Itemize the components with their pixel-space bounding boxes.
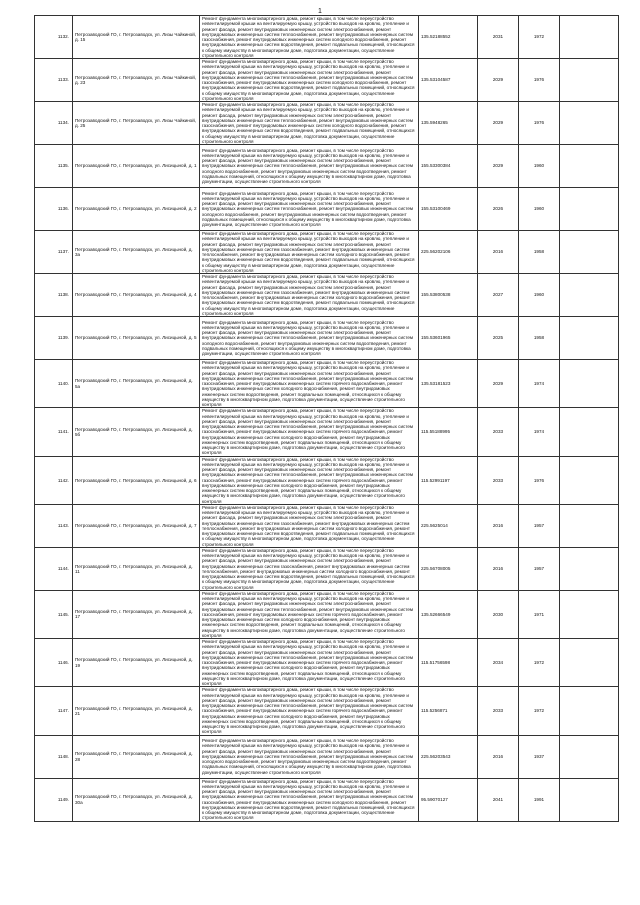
area-cell: 135.53181523	[419, 360, 478, 408]
built-year-cell: 1958	[519, 317, 560, 360]
planned-year-cell: 2030	[478, 590, 519, 638]
table-row	[35, 687, 619, 735]
planned-year-cell: 2016	[478, 231, 519, 274]
row-number: 1132.	[35, 16, 73, 59]
table-row	[35, 639, 619, 687]
address-cell: Петрозаводский ГО, г. Петрозаводск, ул. Лисицыной, д. 5	[73, 317, 200, 360]
built-year-cell: 1960	[519, 145, 560, 188]
blank-cell	[560, 145, 619, 188]
planned-year-cell: 2016	[478, 547, 519, 590]
planned-year-cell: 2026	[478, 188, 519, 231]
address-cell: Петрозаводский ГО, г. Петрозаводск, ул. Лисицыной, д. 1	[73, 145, 200, 188]
blank-cell	[560, 504, 619, 547]
address-cell: Петрозаводский ГО, г. Петрозаводск, ул. Лисицыной, д. 21	[73, 687, 200, 735]
works-cell: Ремонт фундамента многоквартирного дома, ремонт крыши, в том числе переустройство невентилируемой крыши на вентилируемую крышу, устройство выходов на кровлю, утепление и ремонт фасада, ремонт внутридомовых инженерных систем электроснабжения, ремонт внутридомовых инженерных систем теплоснабжения, ремонт внутридомовых инженерных систем холодного водоснабжения, ремонт внутридомовых инженерных систем водоотведения, ремонт подвальных помещений, относящихся к общему имуществу в многоквартирном доме, подготовка документации, осуществление строительного контроля	[200, 145, 419, 188]
table-row	[35, 456, 619, 504]
works-cell: Ремонт фундамента многоквартирного дома, ремонт крыши, в том числе переустройство невентилируемой крыши на вентилируемую крышу, устройство выходов на кровлю, утепление и ремонт фасада, ремонт внутридомовых инженерных систем электроснабжения, ремонт внутридомовых инженерных систем теплоснабжения, ремонт внутридомовых инженерных систем газоснабжения, ремонт внутридомовых инженерных систем холодного водоснабжения, ремонт внутридомовых инженерных систем водоотведения, ремонт подвальных помещений, относящихся к общему имуществу в многоквартирном доме, подготовка документации, осуществление строительного контроля	[200, 59, 419, 102]
table-row	[35, 778, 619, 821]
built-year-cell: 1976	[519, 456, 560, 504]
planned-year-cell: 2033	[478, 408, 519, 456]
table-row	[35, 188, 619, 231]
address-cell: Петрозаводский ГО, г. Петрозаводск, ул. Лизы Чайкиной, д. 25	[73, 102, 200, 145]
built-year-cell: 1960	[519, 188, 560, 231]
built-year-cell: 1958	[519, 231, 560, 274]
table-row	[35, 59, 619, 102]
table-row	[35, 145, 619, 188]
works-cell: Ремонт фундамента многоквартирного дома, ремонт крыши, в том числе переустройство невентилируемой крыши на вентилируемую крышу, устройство выходов на кровлю, утепление и ремонт фасада, ремонт внутридомовых инженерных систем электроснабжения, ремонт внутридомовых инженерных систем теплоснабжения, ремонт внутридомовых инженерных систем газоснабжения, ремонт внутридомовых инженерных систем холодного водоснабжения, ремонт внутридомовых инженерных систем водоотведения, ремонт подвальных помещений, относящихся к общему имуществу в многоквартирном доме, подготовка документации, осуществление строительного контроля	[200, 16, 419, 59]
blank-cell	[560, 274, 619, 317]
capital-repair-table	[34, 15, 619, 822]
blank-cell	[560, 231, 619, 274]
row-number: 1137.	[35, 231, 73, 274]
area-cell: 155.53300384	[419, 145, 478, 188]
table-row	[35, 547, 619, 590]
row-number: 1139.	[35, 317, 73, 360]
table-row	[35, 590, 619, 638]
table-row	[35, 274, 619, 317]
blank-cell	[560, 590, 619, 638]
blank-cell	[560, 317, 619, 360]
works-cell: Ремонт фундамента многоквартирного дома, ремонт крыши, в том числе переустройство невентилируемой крыши на вентилируемую крышу, устройство выходов на кровлю, утепление и ремонт фасада, ремонт внутридомовых инженерных систем электроснабжения, ремонт внутридомовых инженерных систем теплоснабжения, ремонт внутридомовых инженерных систем холодного водоснабжения, ремонт внутридомовых инженерных систем водоотведения, ремонт подвальных помещений, относящихся к общему имуществу в многоквартирном доме, подготовка документации, осуществление строительного контроля	[200, 317, 419, 360]
area-cell: 135.52666549	[419, 590, 478, 638]
area-cell: 135.52188552	[419, 16, 478, 59]
planned-year-cell: 2025	[478, 317, 519, 360]
address-cell: Петрозаводский ГО, г. Петрозаводск, ул. Лисицыной, д. 2	[73, 188, 200, 231]
built-year-cell: 1937	[519, 735, 560, 778]
blank-cell	[560, 735, 619, 778]
row-number: 1143.	[35, 504, 73, 547]
planned-year-cell: 2033	[478, 456, 519, 504]
planned-year-cell: 2034	[478, 639, 519, 687]
table-row	[35, 735, 619, 778]
address-cell: Петрозаводский ГО, г. Петрозаводск, ул. Лисицыной, д. 17	[73, 590, 200, 638]
area-cell: 135.5948265	[419, 102, 478, 145]
row-number: 1144.	[35, 547, 73, 590]
row-number: 1147.	[35, 687, 73, 735]
row-number: 1148.	[35, 735, 73, 778]
works-cell: Ремонт фундамента многоквартирного дома, ремонт крыши, в том числе переустройство невентилируемой крыши на вентилируемую крышу, устройство выходов на кровлю, утепление и ремонт фасада, ремонт внутридомовых инженерных систем электроснабжения, ремонт внутридомовых инженерных систем теплоснабжения, ремонт внутридомовых инженерных систем холодного водоснабжения, ремонт внутридомовых инженерных систем водоотведения, ремонт подвальных помещений, относящихся к общему имуществу в многоквартирном доме, подготовка документации, осуществление строительного контроля	[200, 188, 419, 231]
planned-year-cell: 2016	[478, 504, 519, 547]
works-cell: Ремонт фундамента многоквартирного дома, ремонт крыши, в том числе переустройство невентилируемой крыши на вентилируемую крышу, устройство выходов на кровлю, утепление и ремонт фасада, ремонт внутридомовых инженерных систем электроснабжения, ремонт внутридомовых инженерных систем газоснабжения, ремонт внутридомовых инженерных систем теплоснабжения, ремонт внутридомовых инженерных систем холодного водоснабжения, ремонт внутридомовых инженерных систем водоотведения, ремонт подвальных помещений, относящихся к общему имуществу в многоквартирном доме, подготовка документации, осуществление строительного контроля	[200, 231, 419, 274]
planned-year-cell: 2029	[478, 102, 519, 145]
planned-year-cell: 2033	[478, 687, 519, 735]
area-cell: 225.56708005	[419, 547, 478, 590]
table-row	[35, 102, 619, 145]
area-cell: 115.5256871	[419, 687, 478, 735]
blank-cell	[560, 59, 619, 102]
address-cell: Петрозаводский ГО, г. Петрозаводск, ул. Лисицыной, д. 6	[73, 456, 200, 504]
table-row	[35, 504, 619, 547]
row-number: 1141.	[35, 408, 73, 456]
area-cell: 225.56202106	[419, 231, 478, 274]
page-number: 1	[318, 8, 322, 15]
blank-cell	[560, 547, 619, 590]
works-cell: Ремонт фундамента многоквартирного дома, ремонт крыши, в том числе переустройство невентилируемой крыши на вентилируемую крышу, устройство выходов на кровлю, утепление и ремонт фасада, ремонт внутридомовых инженерных систем электроснабжения, ремонт внутридомовых инженерных систем теплоснабжения, ремонт внутридомовых инженерных систем газоснабжения, ремонт внутридомовых инженерных систем горячего водоснабжения, ремонт внутридомовых инженерных систем холодного водоснабжения, ремонт внутридомовых инженерных систем водоотведения, ремонт подвальных помещений, относящихся к общему имуществу в многоквартирном доме, подготовка документации, осуществление строительного контроля	[200, 360, 419, 408]
built-year-cell: 1957	[519, 547, 560, 590]
works-cell: Ремонт фундамента многоквартирного дома, ремонт крыши, в том числе переустройство невентилируемой крыши на вентилируемую крышу, устройство выходов на кровлю, утепление и ремонт фасада, ремонт внутридомовых инженерных систем электроснабжения, ремонт внутридомовых инженерных систем теплоснабжения, ремонт внутридомовых инженерных систем газоснабжения, ремонт внутридомовых инженерных систем горячего водоснабжения, ремонт внутридомовых инженерных систем холодного водоснабжения, ремонт внутридомовых инженерных систем водоотведения, ремонт подвальных помещений, относящихся к общему имуществу в многоквартирном доме, подготовка документации, осуществление строительного контроля	[200, 639, 419, 687]
area-cell: 115.52991197	[419, 456, 478, 504]
table-row	[35, 317, 619, 360]
built-year-cell: 1972	[519, 16, 560, 59]
blank-cell	[560, 408, 619, 456]
table-row	[35, 360, 619, 408]
built-year-cell: 1974	[519, 360, 560, 408]
works-cell: Ремонт фундамента многоквартирного дома, ремонт крыши, в том числе переустройство невентилируемой крыши на вентилируемую крышу, устройство выходов на кровлю, утепление и ремонт фасада, ремонт внутридомовых инженерных систем электроснабжения, ремонт внутридомовых инженерных систем теплоснабжения, ремонт внутридомовых инженерных систем холодного водоснабжения, ремонт внутридомовых инженерных систем водоотведения, ремонт подвальных помещений, относящихся к общему имуществу в многоквартирном доме, подготовка документации, осуществление строительного контроля	[200, 735, 419, 778]
address-cell: Петрозаводский ГО, г. Петрозаводск, ул. Лисицыной, д. 19	[73, 639, 200, 687]
area-cell: 155.53800538	[419, 274, 478, 317]
area-cell: 95.59070127	[419, 778, 478, 821]
row-number: 1149.	[35, 778, 73, 821]
row-number: 1142.	[35, 456, 73, 504]
works-cell: Ремонт фундамента многоквартирного дома, ремонт крыши, в том числе переустройство невентилируемой крыши на вентилируемую крышу, устройство выходов на кровлю, утепление и ремонт фасада, ремонт внутридомовых инженерных систем электроснабжения, ремонт внутридомовых инженерных систем теплоснабжения, ремонт внутридомовых инженерных систем газоснабжения, ремонт внутридомовых инженерных систем горячего водоснабжения, ремонт внутридомовых инженерных систем холодного водоснабжения, ремонт внутридомовых инженерных систем водоотведения, ремонт подвальных помещений, относящихся к общему имуществу в многоквартирном доме, подготовка документации, осуществление строительного контроля	[200, 687, 419, 735]
address-cell: Петрозаводский ГО, г. Петрозаводск, ул. Лисицыной, д. 4	[73, 274, 200, 317]
address-cell: Петрозаводский ГО, г. Петрозаводск, ул. Лисицыной, д. 30а	[73, 778, 200, 821]
planned-year-cell: 2016	[478, 735, 519, 778]
address-cell: Петрозаводский ГО, г. Петрозаводск, ул. Лисицыной, д. 7	[73, 504, 200, 547]
planned-year-cell: 2041	[478, 778, 519, 821]
area-cell: 155.53601965	[419, 317, 478, 360]
works-cell: Ремонт фундамента многоквартирного дома, ремонт крыши, в том числе переустройство невентилируемой крыши на вентилируемую крышу, устройство выходов на кровлю, утепление и ремонт фасада, ремонт внутридомовых инженерных систем электроснабжения, ремонт внутридомовых инженерных систем газоснабжения, ремонт внутридомовых инженерных систем теплоснабжения, ремонт внутридомовых инженерных систем холодного водоснабжения, ремонт внутридомовых инженерных систем водоотведения, ремонт подвальных помещений, относящихся к общему имуществу в многоквартирном доме, подготовка документации, осуществление строительного контроля	[200, 274, 419, 317]
table-row	[35, 16, 619, 59]
built-year-cell: 1991	[519, 778, 560, 821]
area-cell: 115.51756598	[419, 639, 478, 687]
area-cell: 225.5625014	[419, 504, 478, 547]
row-number: 1146.	[35, 639, 73, 687]
row-number: 1138.	[35, 274, 73, 317]
built-year-cell: 1972	[519, 687, 560, 735]
area-cell: 135.53104587	[419, 59, 478, 102]
built-year-cell: 1957	[519, 504, 560, 547]
area-cell: 115.55188995	[419, 408, 478, 456]
blank-cell	[560, 687, 619, 735]
works-cell: Ремонт фундамента многоквартирного дома, ремонт крыши, в том числе переустройство невентилируемой крыши на вентилируемую крышу, устройство выходов на кровлю, утепление и ремонт фасада, ремонт внутридомовых инженерных систем электроснабжения, ремонт внутридомовых инженерных систем теплоснабжения, ремонт внутридомовых инженерных систем газоснабжения, ремонт внутридомовых инженерных систем горячего водоснабжения, ремонт внутридомовых инженерных систем холодного водоснабжения, ремонт внутридомовых инженерных систем водоотведения, ремонт подвальных помещений, относящихся к общему имуществу в многоквартирном доме, подготовка документации, осуществление строительного контроля	[200, 590, 419, 638]
planned-year-cell: 2029	[478, 145, 519, 188]
blank-cell	[560, 639, 619, 687]
built-year-cell: 1976	[519, 59, 560, 102]
blank-cell	[560, 360, 619, 408]
row-number: 1136.	[35, 188, 73, 231]
works-cell: Ремонт фундамента многоквартирного дома, ремонт крыши, в том числе переустройство невентилируемой крыши на вентилируемую крышу, устройство выходов на кровлю, утепление и ремонт фасада, ремонт внутридомовых инженерных систем электроснабжения, ремонт внутридомовых инженерных систем теплоснабжения, ремонт внутридомовых инженерных систем газоснабжения, ремонт внутридомовых инженерных систем холодного водоснабжения, ремонт внутридомовых инженерных систем водоотведения, ремонт подвальных помещений, относящихся к общему имуществу в многоквартирном доме, подготовка документации, осуществление строительного контроля	[200, 102, 419, 145]
built-year-cell: 1976	[519, 102, 560, 145]
address-cell: Петрозаводский ГО, г. Петрозаводск, ул. Лисицыной, д. 28	[73, 735, 200, 778]
blank-cell	[560, 778, 619, 821]
row-number: 1135.	[35, 145, 73, 188]
built-year-cell: 1974	[519, 408, 560, 456]
blank-cell	[560, 188, 619, 231]
table-row	[35, 231, 619, 274]
area-cell: 225.56203543	[419, 735, 478, 778]
address-cell: Петрозаводский ГО, г. Петрозаводск, ул. Лисицыной, д. 5а	[73, 360, 200, 408]
planned-year-cell: 2027	[478, 274, 519, 317]
address-cell: Петрозаводский ГО, г. Петрозаводск, ул. Лисицыной, д. 3а	[73, 231, 200, 274]
planned-year-cell: 2031	[478, 16, 519, 59]
address-cell: Петрозаводский ГО, г. Петрозаводск, ул. Лисицыной, д. 5б	[73, 408, 200, 456]
works-cell: Ремонт фундамента многоквартирного дома, ремонт крыши, в том числе переустройство невентилируемой крыши на вентилируемую крышу, устройство выходов на кровлю, утепление и ремонт фасада, ремонт внутридомовых инженерных систем электроснабжения, ремонт внутридомовых инженерных систем теплоснабжения, ремонт внутридомовых инженерных систем газоснабжения, ремонт внутридомовых инженерных систем холодного водоснабжения, ремонт внутридомовых инженерных систем водоотведения, ремонт подвальных помещений, относящихся к общему имуществу в многоквартирном доме, подготовка документации, осуществление строительного контроля	[200, 778, 419, 821]
works-cell: Ремонт фундамента многоквартирного дома, ремонт крыши, в том числе переустройство невентилируемой крыши на вентилируемую крышу, устройство выходов на кровлю, утепление и ремонт фасада, ремонт внутридомовых инженерных систем электроснабжения, ремонт внутридомовых инженерных систем теплоснабжения, ремонт внутридомовых инженерных систем газоснабжения, ремонт внутридомовых инженерных систем горячего водоснабжения, ремонт внутридомовых инженерных систем холодного водоснабжения, ремонт внутридомовых инженерных систем водоотведения, ремонт подвальных помещений, относящихся к общему имуществу в многоквартирном доме, подготовка документации, осуществление строительного контроля	[200, 456, 419, 504]
address-cell: Петрозаводский ГО, г. Петрозаводск, ул. Лизы Чайкиной, д. 23	[73, 59, 200, 102]
address-cell: Петрозаводский ГО, г. Петрозаводск, ул. Лизы Чайкиной, д. 15	[73, 16, 200, 59]
row-number: 1145.	[35, 590, 73, 638]
area-cell: 155.53100469	[419, 188, 478, 231]
row-number: 1134.	[35, 102, 73, 145]
blank-cell	[560, 456, 619, 504]
table-row	[35, 408, 619, 456]
works-cell: Ремонт фундамента многоквартирного дома, ремонт крыши, в том числе переустройство невентилируемой крыши на вентилируемую крышу, устройство выходов на кровлю, утепление и ремонт фасада, ремонт внутридомовых инженерных систем электроснабжения, ремонт внутридомовых инженерных систем газоснабжения, ремонт внутридомовых инженерных систем теплоснабжения, ремонт внутридомовых инженерных систем холодного водоснабжения, ремонт внутридомовых инженерных систем водоотведения, ремонт подвальных помещений, относящихся к общему имуществу в многоквартирном доме, подготовка документации, осуществление строительного контроля	[200, 504, 419, 547]
built-year-cell: 1971	[519, 590, 560, 638]
blank-cell	[560, 102, 619, 145]
row-number: 1140.	[35, 360, 73, 408]
planned-year-cell: 2029	[478, 360, 519, 408]
built-year-cell: 1960	[519, 274, 560, 317]
built-year-cell: 1972	[519, 639, 560, 687]
row-number: 1133.	[35, 59, 73, 102]
planned-year-cell: 2029	[478, 59, 519, 102]
works-cell: Ремонт фундамента многоквартирного дома, ремонт крыши, в том числе переустройство невентилируемой крыши на вентилируемую крышу, устройство выходов на кровлю, утепление и ремонт фасада, ремонт внутридомовых инженерных систем электроснабжения, ремонт внутридомовых инженерных систем теплоснабжения, ремонт внутридомовых инженерных систем газоснабжения, ремонт внутридомовых инженерных систем горячего водоснабжения, ремонт внутридомовых инженерных систем холодного водоснабжения, ремонт внутридомовых инженерных систем водоотведения, ремонт подвальных помещений, относящихся к общему имуществу в многоквартирном доме, подготовка документации, осуществление строительного контроля	[200, 408, 419, 456]
address-cell: Петрозаводский ГО, г. Петрозаводск, ул. Лисицыной, д. 11	[73, 547, 200, 590]
works-cell: Ремонт фундамента многоквартирного дома, ремонт крыши, в том числе переустройство невентилируемой крыши на вентилируемую крышу, устройство выходов на кровлю, утепление и ремонт фасада, ремонт внутридомовых инженерных систем электроснабжения, ремонт внутридомовых инженерных систем газоснабжения, ремонт внутридомовых инженерных систем теплоснабжения, ремонт внутридомовых инженерных систем холодного водоснабжения, ремонт внутридомовых инженерных систем водоотведения, ремонт подвальных помещений, относящихся к общему имуществу в многоквартирном доме, подготовка документации, осуществление строительного контроля	[200, 547, 419, 590]
blank-cell	[560, 16, 619, 59]
